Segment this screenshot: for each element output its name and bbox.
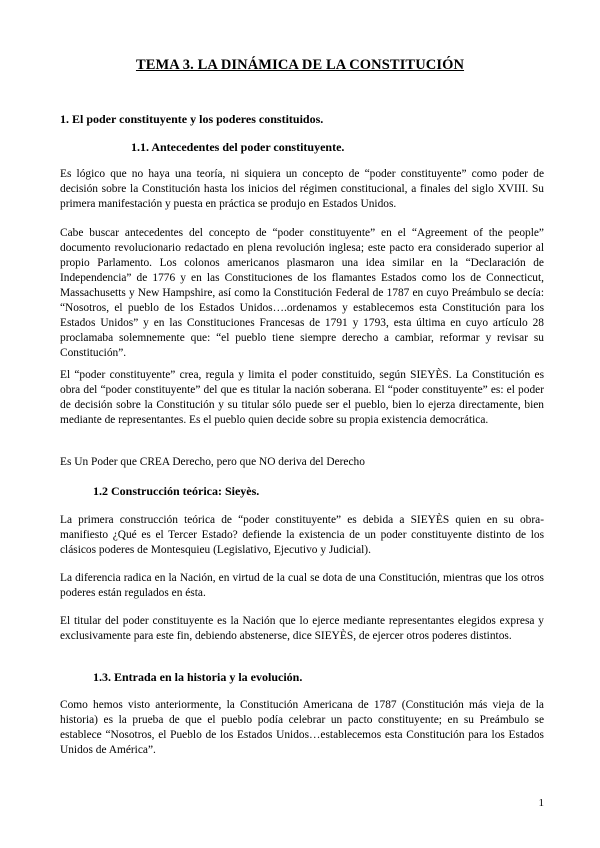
document-title: TEMA 3. LA DINÁMICA DE LA CONSTITUCIÓN bbox=[135, 57, 465, 73]
paragraph-4: Es Un Poder que CREA Derecho, pero que NO deriva del Derecho bbox=[60, 456, 365, 468]
page-number: 1 bbox=[538, 797, 544, 809]
subsection-heading-1-3: 1.3. Entrada en la historia y la evolución. bbox=[93, 670, 303, 684]
paragraph-8: Como hemos visto anteriormente, la Constitución Americana de 1787 (Constitución más vieja de la historia) es la prueba de que el pueblo podía celebrar un pacto constituyente; en su Preámbulo se establece “Nosotros, el Pueblo de los Estados Unidos…establecemos esta Constitución para los Estados Unidos de América”. bbox=[60, 699, 544, 756]
subsection-heading-1-2: 1.2 Construcción teórica: Sieyès. bbox=[93, 484, 260, 498]
paragraph-6: La diferencia radica en la Nación, en virtud de la cual se dota de una Constitución, mientras que los otros poderes están regulados en ésta. bbox=[60, 572, 544, 599]
paragraph-7: El titular del poder constituyente es la Nación que lo ejerce mediante representantes elegidos expresa y exclusivamente para este fin, debiendo abstenerse, dice SIEYÈS, de ejercer otros poderes distintos. bbox=[60, 615, 544, 642]
subsection-heading-1-1: 1.1. Antecedentes del poder constituyente. bbox=[131, 140, 345, 154]
paragraph-2: Cabe buscar antecedentes del concepto de “poder constituyente” en el “Agreement of the people” documento revolucionario redactado en plena revolución inglesa; este pacto era considerado superior al propio Parlamento. Los colonos americanos plasmaron una idea similar en la “Declaración de Independencia” de 1776 y en las Constituciones de los flamantes Estados como los de Connecticut, Massachusetts y New Hampshire, así como la Constitución Federal de 1787 en cuyo Preámbulo se decía: “Nosotros, el pueblo de los Estados Unidos….ordenamos y establecemos esta Constitución para los Estados Unidos” y en las Constituciones Francesas de 1791 y 1793, esta última en cuyo artículo 28 proclamaba solemnemente que: “el pueblo tiene siempre derecho a cambiar, reformar y revisar su Constitución”. bbox=[60, 227, 544, 359]
paragraph-1: Es lógico que no haya una teoría, ni siquiera un concepto de “poder constituyente” como poder de decisión sobre la Constitución hasta los inicios del régimen constitucional, a finales del siglo XVIII. Su primera manifestación y puesta en práctica se produjo en Estados Unidos. bbox=[60, 168, 544, 210]
section-heading-1: 1. El poder constituyente y los poderes constituidos. bbox=[60, 112, 324, 126]
paragraph-5: La primera construcción teórica de “poder constituyente” es debida a SIEYÈS quien en su obra-manifiesto ¿Qué es el Tercer Estado? defiende la existencia de un poder constituyente distinto de los clásicos poderes de Montesquieu (Legislativo, Ejecutivo y Judicial). bbox=[60, 514, 544, 556]
paragraph-3: El “poder constituyente” crea, regula y limita el poder constituido, según SIEYÈS. La Constitución es obra del “poder constituyente” del que es titular la nación soberana. El “poder constituyente” es: el poder de decisión sobre la Constitución y su titular sólo puede ser el pueblo, bien lo ejerza directamente, bien mediante de representantes. Es el pueblo quien decide sobre su propia existencia democrática. bbox=[60, 369, 544, 426]
